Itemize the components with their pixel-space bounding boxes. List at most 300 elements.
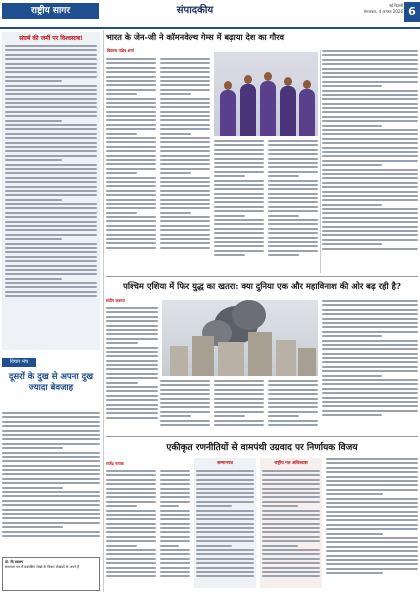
text-line <box>106 558 156 560</box>
text-line <box>326 484 418 486</box>
text-line <box>106 229 156 231</box>
text-line <box>5 229 97 231</box>
text-line <box>196 518 254 520</box>
text-line <box>106 540 156 542</box>
middle-story-text <box>214 380 264 433</box>
text-line <box>268 144 318 146</box>
text-line <box>214 206 264 208</box>
text-line <box>322 370 418 372</box>
text-line <box>326 568 418 570</box>
text-line <box>106 146 156 148</box>
text-line <box>322 397 418 399</box>
text-line <box>160 203 210 205</box>
text-line <box>2 443 100 445</box>
left-column <box>2 32 100 592</box>
text-line <box>106 150 156 152</box>
text-line <box>214 197 264 199</box>
text-line <box>214 149 264 151</box>
section-title: संपादकीय <box>176 5 214 16</box>
text-line <box>160 225 210 227</box>
text-line <box>326 541 418 543</box>
text-line <box>5 260 97 262</box>
text-line <box>106 137 156 139</box>
text-line <box>268 424 318 426</box>
text-line <box>322 155 418 157</box>
text-line <box>322 326 418 328</box>
text-line <box>106 531 156 533</box>
text-line <box>214 153 264 155</box>
text-line <box>326 462 418 464</box>
text-line <box>196 567 254 569</box>
text-line <box>106 185 156 187</box>
text-line <box>214 406 264 408</box>
text-line <box>160 172 191 174</box>
text-line <box>106 412 158 414</box>
text-line <box>214 228 264 230</box>
text-line <box>326 546 418 548</box>
text-line <box>5 194 97 196</box>
text-line <box>268 393 318 395</box>
text-line <box>160 190 210 192</box>
text-line <box>160 155 210 157</box>
text-line <box>5 93 97 95</box>
text-line <box>5 146 97 148</box>
text-line <box>160 393 210 395</box>
text-line <box>160 62 210 64</box>
text-line <box>5 102 97 104</box>
text-line <box>322 379 418 381</box>
bottom-story-text <box>326 458 418 588</box>
text-line <box>322 234 418 236</box>
text-line <box>5 216 97 218</box>
lead-title: दूसरों के दुख से अपना दुख ज्यादा बेवजाह <box>8 372 94 393</box>
text-line <box>106 479 156 481</box>
text-line <box>322 230 418 232</box>
text-line <box>160 492 190 494</box>
text-line <box>106 115 156 117</box>
text-line <box>106 141 156 143</box>
text-line <box>2 531 100 533</box>
text-line <box>160 483 190 485</box>
text-line <box>106 527 156 529</box>
text-line <box>214 219 264 221</box>
athlete-figure <box>240 84 256 136</box>
middle-story-text <box>160 380 210 433</box>
text-line <box>2 416 100 418</box>
text-line <box>106 368 158 370</box>
text-line <box>160 80 210 82</box>
text-line <box>160 398 210 400</box>
text-line <box>5 282 97 284</box>
editorial-box <box>2 32 100 350</box>
text-line <box>106 562 156 564</box>
text-line <box>160 168 210 170</box>
text-line <box>326 528 418 530</box>
text-line <box>262 470 320 472</box>
text-line <box>214 180 264 182</box>
text-line <box>160 220 210 222</box>
text-line <box>2 535 100 537</box>
text-line <box>2 478 100 480</box>
text-line <box>160 549 190 551</box>
text-line <box>106 510 156 512</box>
text-line <box>214 210 264 212</box>
text-line <box>2 522 100 524</box>
text-line <box>196 514 254 516</box>
text-line <box>106 225 156 227</box>
text-line <box>160 194 210 196</box>
text-line <box>196 549 254 551</box>
text-line <box>2 460 100 462</box>
text-line <box>160 71 210 73</box>
text-line <box>322 300 418 302</box>
text-line <box>106 155 156 157</box>
text-line <box>5 142 97 144</box>
text-line <box>5 106 97 108</box>
text-line <box>160 406 210 408</box>
text-line <box>196 470 254 472</box>
column-rule <box>103 30 104 592</box>
text-line <box>106 351 158 353</box>
text-line <box>2 469 100 471</box>
text-line <box>160 402 210 404</box>
text-line <box>5 120 62 122</box>
building <box>248 332 272 376</box>
text-line <box>106 501 156 503</box>
text-line <box>214 201 264 203</box>
text-line <box>322 85 382 87</box>
text-line <box>268 140 318 142</box>
text-line <box>262 479 320 481</box>
text-line <box>2 434 100 436</box>
text-line <box>5 58 97 60</box>
text-line <box>322 392 418 394</box>
text-line <box>322 357 418 359</box>
text-line <box>196 527 254 529</box>
text-line <box>160 384 210 386</box>
text-line <box>160 146 210 148</box>
city: नई दिल्ली <box>388 3 403 8</box>
top-story-text <box>268 140 318 273</box>
text-line <box>268 219 318 221</box>
text-line <box>160 510 190 512</box>
text-line <box>214 241 264 243</box>
text-line <box>106 523 156 525</box>
middle-story-text <box>322 300 418 433</box>
text-line <box>2 473 100 475</box>
text-line <box>262 531 320 533</box>
text-line <box>214 420 264 422</box>
text-line <box>322 98 418 100</box>
text-line <box>5 133 97 135</box>
text-line <box>196 558 254 560</box>
text-line <box>322 361 418 363</box>
text-line <box>268 188 318 190</box>
text-line <box>160 380 210 382</box>
text-line <box>214 223 264 225</box>
text-line <box>106 89 156 91</box>
text-line <box>5 111 97 113</box>
text-line <box>268 384 318 386</box>
text-line <box>5 221 97 223</box>
text-line <box>326 511 418 513</box>
text-line <box>106 238 156 240</box>
text-line <box>268 237 318 239</box>
text-line <box>268 193 318 195</box>
text-line <box>196 496 254 498</box>
text-line <box>268 420 318 422</box>
text-line <box>268 210 318 212</box>
text-line <box>5 278 62 280</box>
text-line <box>5 76 97 78</box>
text-line <box>5 265 97 267</box>
text-line <box>106 181 156 183</box>
text-line <box>160 216 210 218</box>
text-line <box>5 150 97 152</box>
text-line <box>2 509 100 511</box>
text-line <box>268 175 299 177</box>
text-line <box>322 304 418 306</box>
text-line <box>5 207 97 209</box>
sidebar-box-text <box>262 470 320 580</box>
text-line <box>106 316 158 318</box>
text-line <box>214 232 264 234</box>
text-line <box>268 201 318 203</box>
text-line <box>262 540 320 542</box>
text-line <box>268 153 318 155</box>
text-line <box>160 424 210 426</box>
top-story-text <box>106 58 156 273</box>
text-line <box>322 116 418 118</box>
text-line <box>106 492 156 494</box>
text-line <box>160 496 190 498</box>
text-line <box>2 500 100 502</box>
text-line <box>2 452 100 454</box>
text-line <box>160 67 210 69</box>
text-line <box>106 203 156 205</box>
text-line <box>106 76 156 78</box>
sidebar-box <box>260 458 322 588</box>
text-line <box>160 415 191 417</box>
text-line <box>160 89 210 91</box>
text-line <box>322 322 418 324</box>
text-line <box>160 141 210 143</box>
text-line <box>214 184 264 186</box>
text-line <box>214 424 264 426</box>
text-line <box>196 474 254 476</box>
text-line <box>106 199 156 201</box>
text-line <box>322 239 418 241</box>
text-line <box>196 523 254 525</box>
text-line <box>262 501 320 503</box>
text-line <box>262 474 320 476</box>
lead-text <box>2 412 100 552</box>
text-line <box>106 488 156 490</box>
text-line <box>214 398 264 400</box>
text-line <box>322 103 418 105</box>
text-line <box>322 414 382 416</box>
text-line <box>322 142 418 144</box>
text-line <box>160 229 210 231</box>
ad-note: समाचार पत्र में प्रकाशित लेखों के विचार लेखकों के अपने हैं <box>5 565 80 569</box>
text-line <box>160 98 210 100</box>
text-line <box>106 329 158 331</box>
text-line <box>214 171 264 173</box>
text-line <box>160 150 210 152</box>
text-line <box>160 177 210 179</box>
text-line <box>326 537 418 539</box>
building <box>276 340 296 376</box>
text-line <box>262 571 320 573</box>
text-line <box>262 505 298 507</box>
text-line <box>106 98 156 100</box>
sidebar-box <box>194 458 256 588</box>
text-line <box>268 184 318 186</box>
text-line <box>106 355 158 357</box>
text-line <box>160 133 191 135</box>
text-line <box>196 562 254 564</box>
page-number: 6 <box>404 2 420 22</box>
text-line <box>106 133 137 135</box>
text-line <box>268 228 318 230</box>
text-line <box>5 164 97 166</box>
text-line <box>2 491 100 493</box>
text-line <box>2 412 100 414</box>
text-line <box>5 128 97 130</box>
text-line <box>326 476 418 478</box>
middle-story-byline: संदीप कश्यप <box>106 298 125 303</box>
text-line <box>262 545 298 547</box>
text-line <box>160 411 210 413</box>
text-line <box>322 125 382 127</box>
text-line <box>322 340 418 342</box>
text-line <box>326 493 383 495</box>
text-line <box>2 526 63 528</box>
bottom-story-text <box>106 470 156 588</box>
text-line <box>322 353 418 355</box>
text-line <box>106 106 156 108</box>
text-line <box>106 159 156 161</box>
text-line <box>322 226 418 228</box>
text-line <box>322 375 382 377</box>
text-line <box>106 496 156 498</box>
top-story-headline: भारत के जेन-जी ने कॉमनवेल्थ गेम्स में बढ़ाया देश का गौरव <box>106 32 285 42</box>
text-line <box>106 567 156 569</box>
text-line <box>268 402 318 404</box>
text-line <box>322 248 418 250</box>
text-line <box>268 232 318 234</box>
text-line <box>5 295 97 297</box>
text-line <box>160 571 190 573</box>
text-line <box>196 479 254 481</box>
text-line <box>106 518 156 520</box>
text-line <box>196 575 254 577</box>
text-line <box>322 212 418 214</box>
text-line <box>5 269 97 271</box>
text-line <box>106 347 158 349</box>
text-line <box>322 90 418 92</box>
sidebar-box-text <box>196 470 254 580</box>
text-line <box>326 458 418 460</box>
text-line <box>262 483 320 485</box>
text-line <box>106 483 156 485</box>
text-line <box>160 474 190 476</box>
text-line <box>106 190 156 192</box>
text-line <box>106 62 156 64</box>
bottom-story-text <box>160 470 190 588</box>
text-line <box>268 171 318 173</box>
text-line <box>322 72 418 74</box>
text-line <box>106 545 137 547</box>
text-line <box>5 168 97 170</box>
text-line <box>106 325 158 327</box>
text-line <box>160 553 190 555</box>
text-line <box>2 504 100 506</box>
text-line <box>160 479 190 481</box>
text-line <box>196 492 254 494</box>
text-line <box>106 386 158 388</box>
text-line <box>5 63 97 65</box>
text-line <box>214 389 264 391</box>
text-line <box>106 404 158 406</box>
text-line <box>5 80 62 82</box>
text-line <box>322 405 418 407</box>
text-line <box>326 559 418 561</box>
text-line <box>160 159 210 161</box>
text-line <box>106 549 156 551</box>
text-line <box>160 558 190 560</box>
text-line <box>106 168 156 170</box>
text-line <box>262 514 320 516</box>
text-line <box>160 420 210 422</box>
text-line <box>160 119 210 121</box>
smoke-plume <box>232 300 266 330</box>
text-line <box>322 410 418 412</box>
text-line <box>5 251 97 253</box>
text-line <box>160 505 179 507</box>
text-line <box>106 382 138 384</box>
date: मंगलवार, 4 अगस्त 2026 <box>363 9 403 14</box>
text-line <box>106 364 158 366</box>
text-line <box>322 182 418 184</box>
text-line <box>106 377 158 379</box>
text-line <box>2 425 100 427</box>
text-line <box>2 487 63 489</box>
text-line <box>322 54 418 56</box>
text-line <box>106 474 156 476</box>
text-line <box>214 250 264 252</box>
top-story-text <box>160 58 210 273</box>
text-line <box>106 234 156 236</box>
text-line <box>268 254 299 256</box>
text-line <box>106 360 158 362</box>
divider <box>106 276 418 277</box>
text-line <box>5 190 97 192</box>
text-line <box>160 523 190 525</box>
text-line <box>5 186 97 188</box>
text-line <box>160 84 210 86</box>
text-line <box>160 58 210 60</box>
text-line <box>322 383 418 385</box>
text-line <box>106 172 137 174</box>
text-line <box>262 518 320 520</box>
text-line <box>322 76 418 78</box>
text-line <box>160 115 210 117</box>
text-line <box>106 247 156 249</box>
text-line <box>5 137 97 139</box>
text-line <box>214 393 264 395</box>
text-line <box>322 186 418 188</box>
